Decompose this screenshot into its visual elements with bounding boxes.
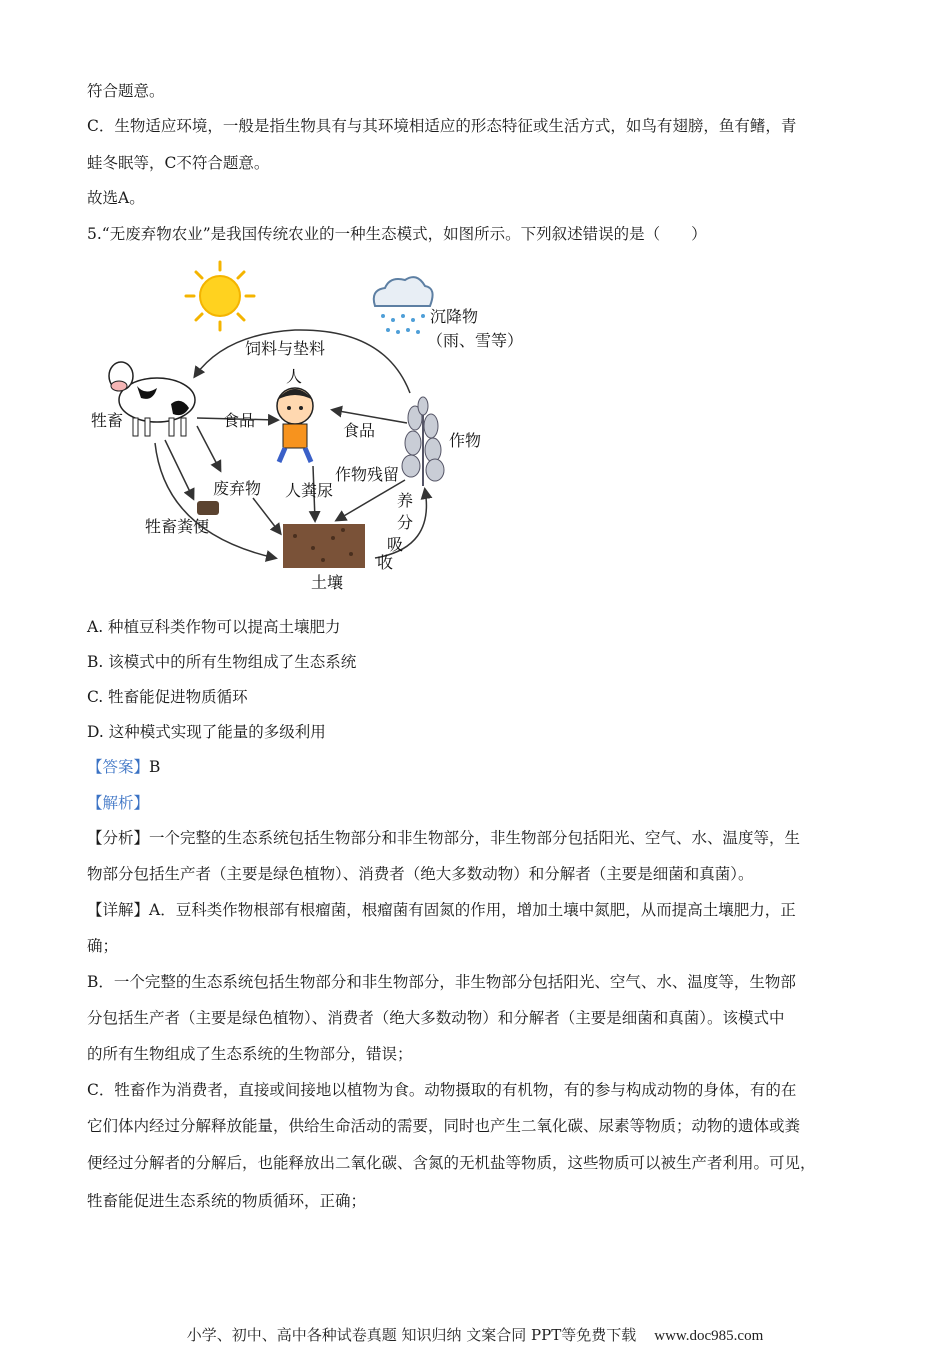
waste-label: 废弃物 [213, 479, 262, 498]
line-4: 故选A。 [87, 189, 145, 207]
food-right-label: 食品 [343, 421, 376, 440]
detail-b-line-3: 的所有生物组成了生态系统的生物部分，错误； [87, 1045, 413, 1063]
footer-url[interactable]: www.doc985.com [654, 1328, 764, 1344]
line-2: C．生物适应环境，一般是指生物具有与其环境相适应的形态特征或生活方式，如鸟有翅膀，鱼有鳍，青 [87, 117, 797, 135]
livestock-manure-label: 牲畜粪便 [145, 517, 210, 536]
line-1: 符合题意。 [87, 82, 165, 100]
livestock-label: 牲畜 [91, 411, 124, 430]
answer-line [87, 756, 870, 778]
crop-plant-icon [402, 397, 444, 486]
nutrient-char-3: 吸 [387, 535, 404, 554]
boy-icon [277, 388, 313, 462]
person-label: 人 [286, 367, 303, 386]
answer-value: B [149, 758, 161, 776]
detail-b-line-2: 分包括生产者（主要是绿色植物）、消费者（绝大多数动物）和分解者（主要是细菌和真菌）。该模式中 [87, 1009, 785, 1027]
soil-label: 土壤 [311, 573, 344, 592]
detail-c-line-3: 便经过分解者的分解后，也能释放出二氧化碳、含氮的无机盐等物质，这些物质可以被生产者利用。可见， [87, 1154, 816, 1172]
option-b: B. 该模式中的所有生物组成了生态系统 [87, 653, 357, 671]
sun-icon [186, 262, 254, 330]
nutrient-char-1: 养 [397, 491, 414, 510]
answer-tag: 【答案】 [87, 758, 150, 776]
option-c: C. 牲畜能促进物质循环 [87, 688, 248, 706]
human-waste-label: 人粪尿 [285, 481, 334, 500]
detail-c-line-1: C．牲畜作为消费者，直接或间接地以植物为食。动物摄取的有机物，有的参与构成动物的身体，有的在 [87, 1081, 797, 1099]
nutrient-char-2: 分 [397, 513, 414, 532]
detail-c-line-4: 牲畜能促进生态系统的物质循环，正确； [87, 1192, 367, 1210]
detail-c-line-2: 它们体内经过分解释放能量，供给生命活动的需要，同时也产生二氧化碳、尿素等物质；动物的遗体或粪 [87, 1117, 801, 1135]
eco-farming-diagram [85, 258, 555, 598]
detail-b-line-1: B．一个完整的生态系统包括生物部分和非生物部分，非生物部分包括阳光、空气、水、温度等，生物部 [87, 973, 796, 991]
analysis-line-2: 物部分包括生产者（主要是绿色植物）、消费者（绝大多数动物）和分解者（主要是细菌和真菌）。 [87, 865, 754, 883]
footer-text: 小学、初中、高中各种试卷真题 知识归纳 文案合同 PPT等免费下载 [186, 1326, 637, 1344]
analysis-tag: 【解析】 [87, 794, 150, 812]
crop-label: 作物 [449, 431, 482, 450]
detail-line-1: 【详解】A．豆科类作物根部有根瘤菌，根瘤菌有固氮的作用，增加土壤中氮肥，从而提高土壤肥力，正 [87, 901, 796, 919]
detail-line-2: 确； [87, 937, 119, 955]
page-footer [0, 1324, 950, 1345]
crop-residue-label: 作物残留 [335, 465, 400, 484]
cloud-rain-icon [374, 277, 433, 334]
question-5: 5.“无废弃物农业”是我国传统农业的一种生态模式，如图所示。下列叙述错误的是（ ） [87, 225, 707, 243]
analysis-line-1: 【分析】一个完整的生态系统包括生物部分和非生物部分，非生物部分包括阳光、空气、水、温度等，生 [87, 829, 801, 847]
line-3: 蛙冬眠等，C不符合题意。 [87, 154, 270, 172]
manure-icon [197, 501, 219, 515]
precipitation-label: 沉降物 [430, 307, 479, 326]
option-a: A. 种植豆科类作物可以提高土壤肥力 [87, 618, 341, 636]
nutrient-char-4: 收 [377, 553, 394, 572]
precipitation-note: （雨、雪等） [427, 331, 524, 350]
food-left-label: 食品 [223, 411, 256, 430]
feed-bedding-label: 饲料与垫料 [245, 339, 326, 358]
option-d: D. 这种模式实现了能量的多级利用 [87, 723, 326, 741]
